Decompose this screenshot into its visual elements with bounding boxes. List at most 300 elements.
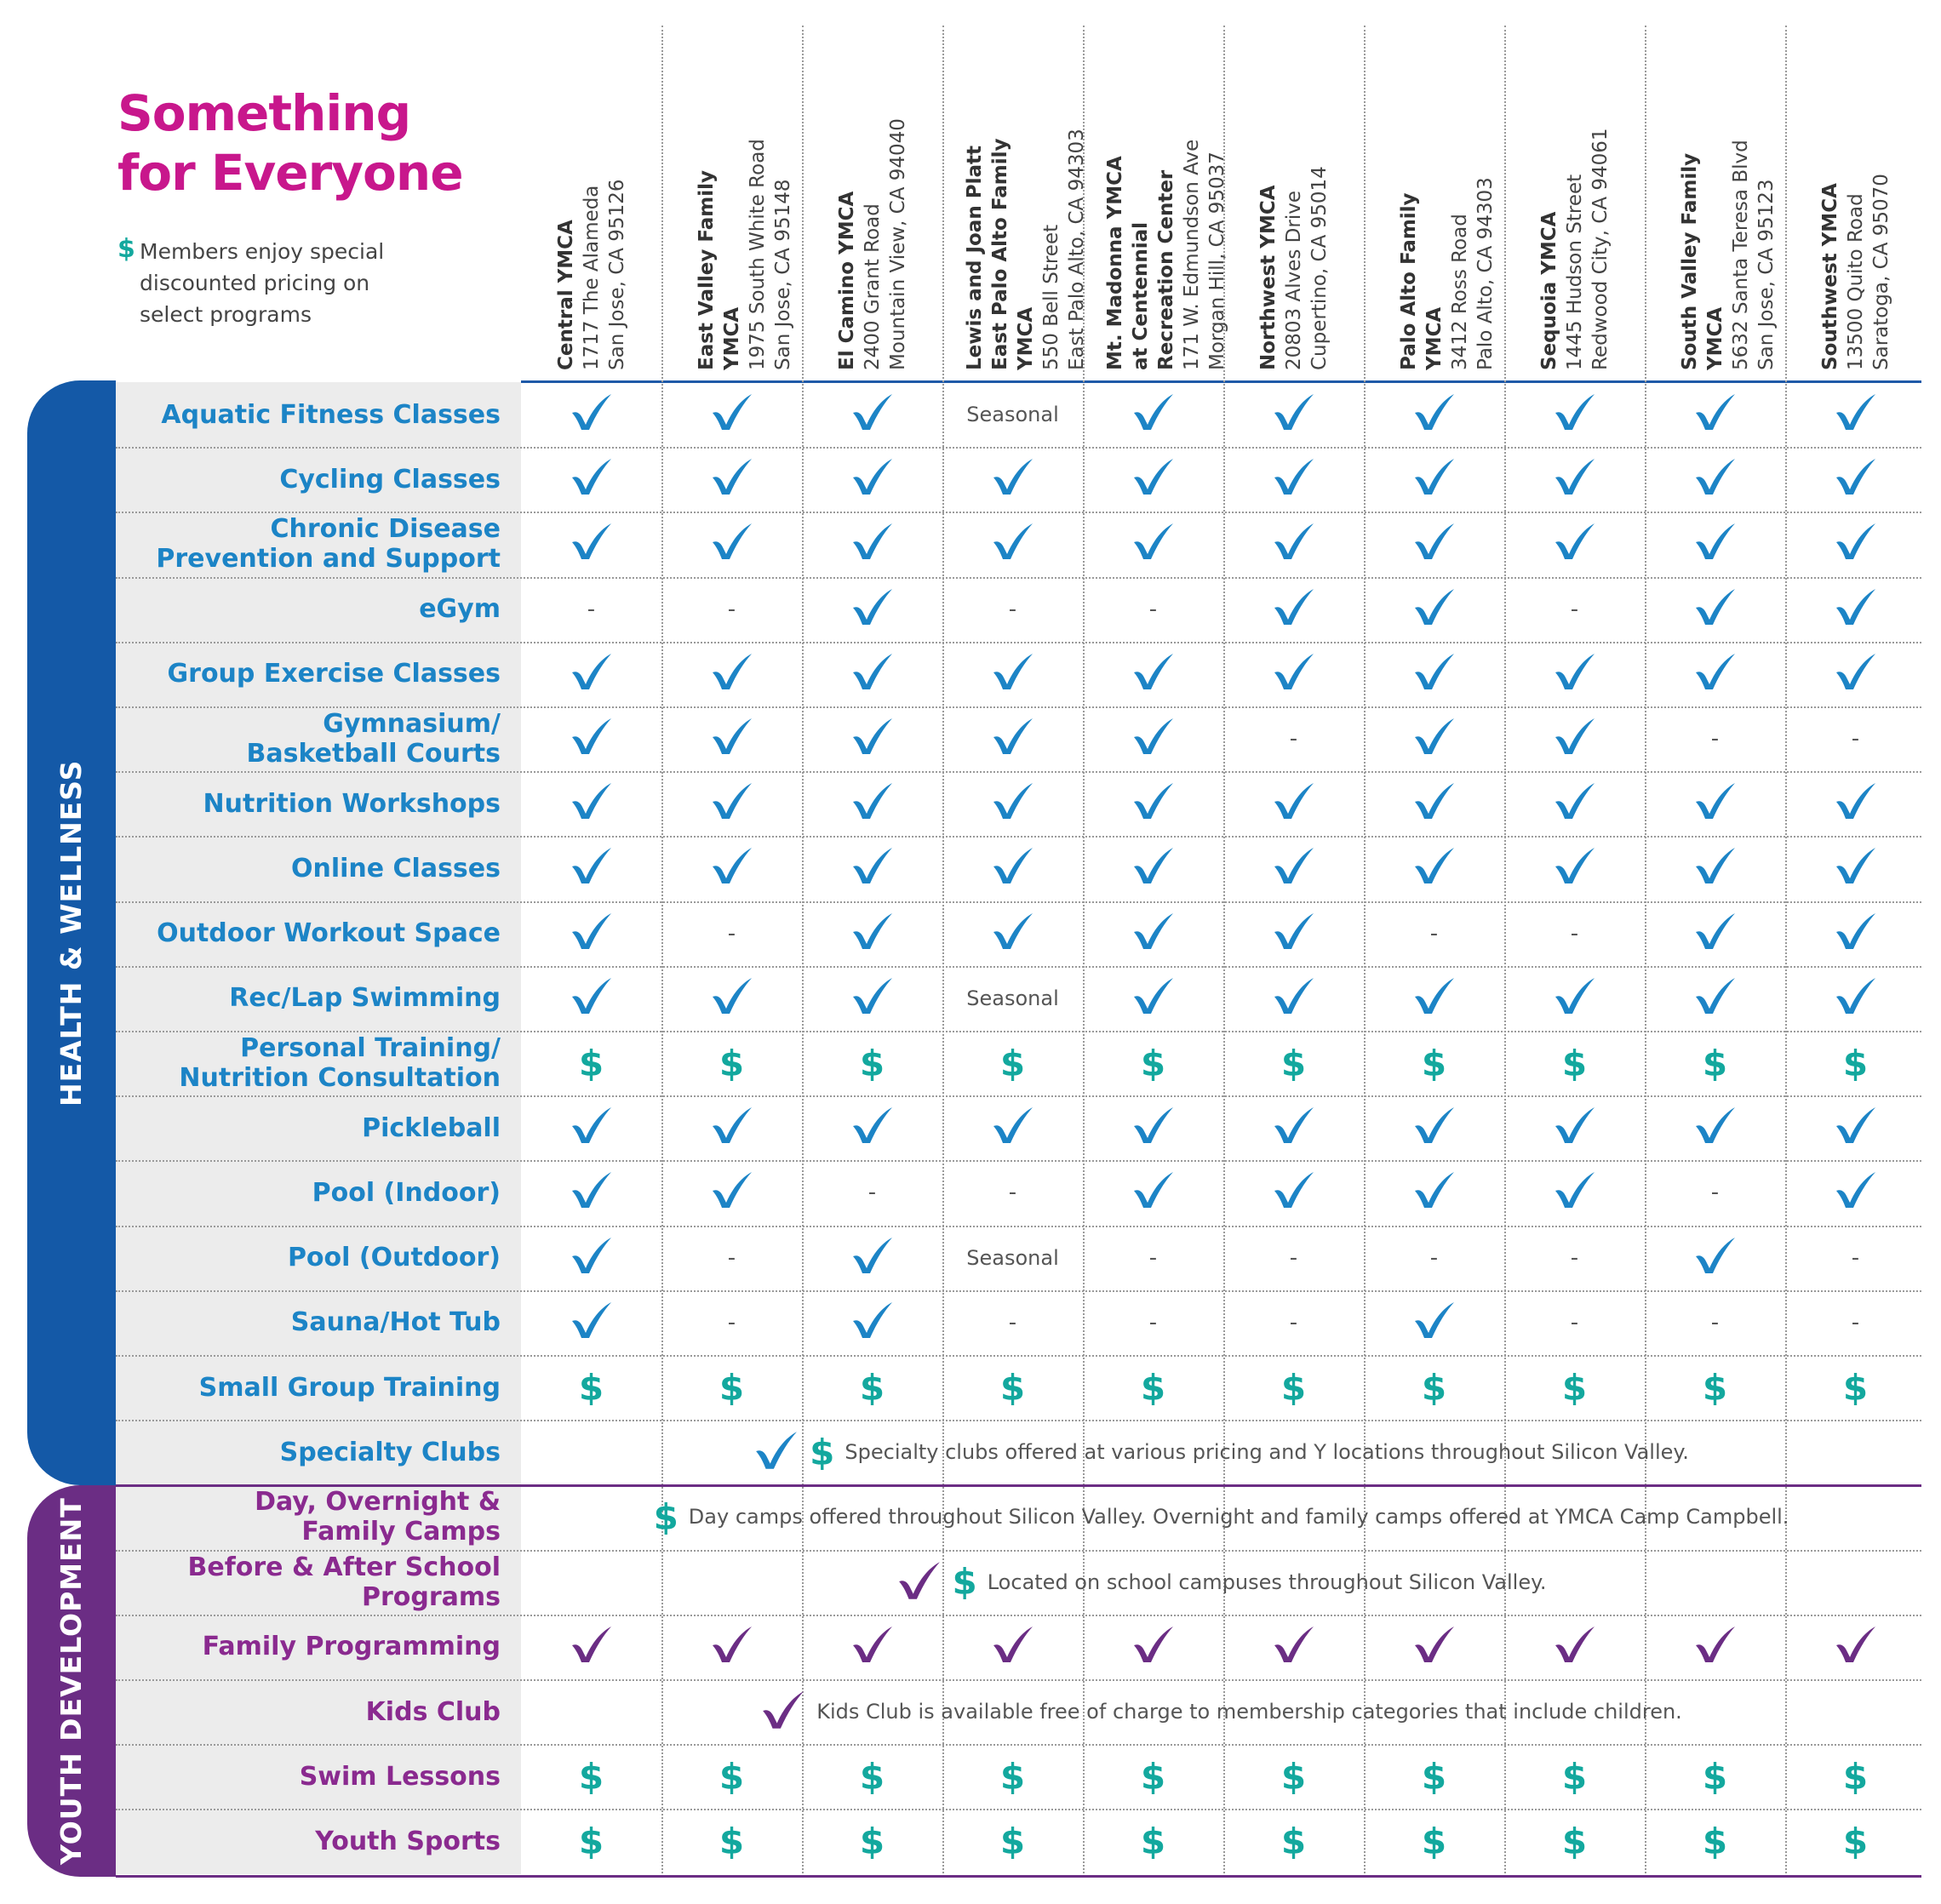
table-cell	[1223, 1031, 1364, 1095]
checkmark-icon	[1272, 781, 1316, 826]
row-label	[116, 1809, 501, 1873]
table-cell	[1083, 1226, 1223, 1290]
row-label	[116, 577, 501, 642]
dollar-icon: $	[859, 1755, 885, 1798]
table-cell	[1645, 966, 1785, 1031]
table-cell	[802, 1095, 942, 1160]
checkmark-icon	[570, 912, 614, 956]
dollar-icon: $	[578, 1820, 604, 1862]
table-cell	[1223, 706, 1364, 771]
table-cell	[521, 901, 661, 966]
table-cell	[661, 1160, 802, 1225]
checkmark-icon	[570, 1301, 614, 1345]
location-header	[1504, 26, 1645, 370]
table-cell	[1645, 1226, 1785, 1290]
dollar-icon: $	[1140, 1042, 1166, 1084]
checkmark-icon	[1553, 781, 1597, 826]
checkmark-icon	[1693, 587, 1738, 632]
table-cell	[1364, 1095, 1504, 1160]
table-cell	[521, 771, 661, 836]
checkmark-icon	[850, 522, 895, 566]
table-cell	[1364, 447, 1504, 512]
row-label-text: Cycling Classes	[279, 464, 501, 495]
dollar-icon: $	[859, 1042, 885, 1084]
table-cell	[1083, 382, 1223, 447]
row-label	[116, 382, 501, 447]
not-available-dash: -	[1570, 1244, 1579, 1271]
table-cell	[802, 1226, 942, 1290]
checkmark-icon	[1693, 846, 1738, 890]
location-address: 171 W. Edmundson Ave	[1180, 139, 1203, 370]
checkmark-icon	[1553, 522, 1597, 566]
location-header-text	[1396, 177, 1498, 370]
checkmark-icon	[1553, 457, 1597, 501]
table-cell	[661, 447, 802, 512]
row-label-text: Pool (Outdoor)	[287, 1243, 501, 1273]
dollar-icon: $	[1280, 1820, 1307, 1862]
checkmark-icon	[1272, 587, 1316, 632]
location-header-text	[694, 139, 796, 370]
row-label-text: Rec/Lap Swimming	[229, 983, 501, 1014]
table-cell	[1645, 1355, 1785, 1420]
table-cell	[802, 642, 942, 706]
title-block	[117, 83, 463, 203]
checkmark-icon	[1834, 912, 1878, 956]
table-cell	[1645, 1290, 1785, 1355]
location-header	[521, 26, 661, 370]
table-cell	[942, 512, 1083, 576]
row-label	[116, 1679, 501, 1744]
table-cell	[1785, 966, 1926, 1031]
location-name: East Valley Family YMCA	[695, 170, 743, 370]
dollar-icon: $	[859, 1820, 885, 1862]
location-address: 13500 Quito Road	[1844, 193, 1867, 370]
dollar-icon: $	[1561, 1820, 1588, 1862]
table-cell	[1785, 1031, 1926, 1095]
not-available-dash: -	[1570, 920, 1579, 946]
table-cell	[661, 706, 802, 771]
table-cell	[521, 382, 661, 447]
dollar-icon: $	[1280, 1042, 1307, 1084]
checkmark-icon	[850, 1301, 895, 1345]
checkmark-icon	[1272, 522, 1316, 566]
table-cell	[1785, 836, 1926, 901]
table-cell	[1645, 771, 1785, 836]
row-label	[116, 901, 501, 966]
checkmark-icon	[991, 1625, 1035, 1669]
not-available-dash: -	[1710, 1309, 1720, 1335]
row-label-text: Aquatic Fitness Classes	[161, 399, 501, 430]
checkmark-icon	[1553, 652, 1597, 696]
checkmark-icon	[991, 846, 1035, 890]
checkmark-icon	[1553, 846, 1597, 890]
table-cell	[1504, 512, 1645, 576]
row-label	[116, 771, 501, 836]
table-cell	[942, 706, 1083, 771]
checkmark-icon	[1412, 1625, 1457, 1669]
row-label-text: Swim Lessons	[299, 1761, 501, 1792]
checkmark-icon	[570, 1625, 614, 1669]
table-cell	[1785, 577, 1926, 642]
checkmark-icon	[991, 522, 1035, 566]
row-label	[116, 1160, 501, 1225]
checkmark-icon	[1412, 522, 1457, 566]
checkmark-icon	[710, 1625, 754, 1669]
table-cell	[1364, 836, 1504, 901]
checkmark-icon	[1693, 912, 1738, 956]
dollar-icon: $	[1421, 1755, 1447, 1798]
location-city: Saratoga, CA 95070	[1869, 174, 1892, 370]
location-header-text	[553, 180, 630, 370]
table-cell	[1785, 706, 1926, 771]
table-cell	[1364, 642, 1504, 706]
row-label	[116, 1031, 501, 1095]
checkmark-icon	[991, 912, 1035, 956]
dollar-icon: $	[653, 1495, 678, 1538]
dollar-icon: $	[1842, 1366, 1869, 1409]
table-cell	[521, 1160, 661, 1225]
location-address: 550 Bell Street	[1039, 224, 1062, 370]
table-cell	[942, 1226, 1083, 1290]
table-cell	[802, 382, 942, 447]
table-cell	[1083, 447, 1223, 512]
location-header	[1083, 26, 1228, 370]
dollar-icon: $	[1702, 1820, 1728, 1862]
table-cell	[521, 836, 661, 901]
spanning-note-text: Specialty clubs offered at various pricing and Y locations throughout Silicon Valley.	[845, 1440, 1689, 1465]
table-cell	[942, 901, 1083, 966]
dollar-icon: $	[999, 1755, 1026, 1798]
table-cell	[521, 1744, 661, 1809]
not-available-dash: -	[1289, 1244, 1298, 1271]
not-available-dash: -	[1851, 1309, 1860, 1335]
checkmark-icon	[1834, 392, 1878, 437]
table-cell	[661, 382, 802, 447]
spanning-note-text: Kids Club is available free of charge to membership categories that include children.	[816, 1700, 1682, 1724]
table-cell	[1504, 706, 1645, 771]
youth-section-label: YOUTH DEVELOPMENT	[54, 1497, 88, 1865]
location-header	[1364, 26, 1504, 370]
row-label-text: Gymnasium/ Basketball Courts	[246, 709, 501, 769]
checkmark-icon	[1272, 1170, 1316, 1215]
table-cell	[1083, 1615, 1223, 1679]
table-cell	[521, 1095, 661, 1160]
table-cell	[1223, 1226, 1364, 1290]
location-city: Morgan Hill, CA 95037	[1205, 152, 1228, 370]
table-cell	[661, 836, 802, 901]
row-label-text: Day, Overnight & Family Camps	[255, 1487, 501, 1547]
location-city: Cupertino, CA 95014	[1308, 166, 1331, 370]
table-cell	[942, 1290, 1083, 1355]
not-available-dash: -	[1289, 726, 1298, 752]
table-cell	[1364, 901, 1504, 966]
row-label	[116, 512, 501, 576]
location-header-text	[962, 129, 1090, 370]
checkmark-icon	[1131, 976, 1176, 1021]
table-cell	[1364, 1744, 1504, 1809]
table-cell	[1223, 382, 1364, 447]
checkmark-icon	[1272, 846, 1316, 890]
table-cell	[661, 1226, 802, 1290]
table-cell	[1223, 447, 1364, 512]
not-available-dash: -	[1008, 1180, 1017, 1206]
table-cell	[521, 1226, 661, 1290]
table-cell	[661, 1744, 802, 1809]
table-cell	[1785, 382, 1926, 447]
checkmark-icon	[1412, 781, 1457, 826]
bottom-rule	[116, 1875, 1921, 1878]
checkmark-icon	[1272, 976, 1316, 1021]
table-cell	[942, 642, 1083, 706]
table-cell	[1645, 1809, 1785, 1873]
dollar-icon: $	[719, 1366, 745, 1409]
location-city: East Palo Alto, CA 94303	[1065, 129, 1088, 370]
row-label	[116, 836, 501, 901]
dollar-icon: $	[1561, 1755, 1588, 1798]
checkmark-icon	[1834, 457, 1878, 501]
row-label	[116, 1550, 501, 1615]
table-cell	[942, 966, 1083, 1031]
table-cell	[1083, 1744, 1223, 1809]
checkmark-icon	[1412, 587, 1457, 632]
location-city: Mountain View, CA 94040	[886, 118, 909, 370]
checkmark-icon	[570, 781, 614, 826]
table-cell	[1504, 1809, 1645, 1873]
dollar-icon: $	[1561, 1042, 1588, 1084]
checkmark-icon	[896, 1560, 942, 1604]
checkmark-icon	[991, 717, 1035, 761]
checkmark-icon	[710, 976, 754, 1021]
table-cell	[1504, 382, 1645, 447]
dollar-icon: $	[578, 1755, 604, 1798]
table-cell	[1645, 512, 1785, 576]
table-cell	[1364, 706, 1504, 771]
checkmark-icon	[850, 457, 895, 501]
checkmark-icon	[991, 781, 1035, 826]
table-cell	[1223, 577, 1364, 642]
location-header	[1223, 26, 1364, 370]
spanning-note-text: Day camps offered throughout Silicon Valley. Overnight and family camps offered at YMCA Camp Campbell.	[688, 1505, 1789, 1529]
location-name: South Valley Family YMCA	[1678, 152, 1726, 370]
checkmark-icon	[1131, 717, 1176, 761]
table-cell	[1223, 1355, 1364, 1420]
row-label-text: Chronic Disease Prevention and Support	[156, 514, 501, 575]
dollar-icon: $	[1140, 1755, 1166, 1798]
location-header-text	[834, 118, 911, 370]
table-cell	[1504, 1615, 1645, 1679]
dollar-icon: $	[999, 1820, 1026, 1862]
dollar-icon: $	[1140, 1820, 1166, 1862]
checkmark-icon	[1412, 717, 1457, 761]
page-title: Something for Everyone	[117, 84, 463, 202]
dollar-icon: $	[1561, 1366, 1588, 1409]
checkmark-icon	[710, 846, 754, 890]
spanning-note-row	[521, 1484, 1921, 1549]
not-available-dash: -	[1008, 596, 1017, 622]
table-cell	[1364, 577, 1504, 642]
not-available-dash: -	[727, 1244, 736, 1271]
location-address: 1445 Hudson Street	[1563, 174, 1586, 370]
table-cell	[521, 1809, 661, 1873]
row-label-text: Personal Training/ Nutrition Consultation	[179, 1033, 501, 1094]
table-cell	[1645, 447, 1785, 512]
location-city: Palo Alto, CA 94303	[1474, 177, 1497, 370]
table-cell	[802, 1744, 942, 1809]
row-label	[116, 642, 501, 706]
table-cell	[1223, 966, 1364, 1031]
checkmark-icon	[1272, 1625, 1316, 1669]
checkmark-icon	[1272, 652, 1316, 696]
table-cell	[1785, 1615, 1926, 1679]
not-available-dash: -	[727, 596, 736, 622]
checkmark-icon	[1693, 652, 1738, 696]
row-label-text: Before & After School Programs	[187, 1552, 501, 1612]
table-cell	[1223, 1290, 1364, 1355]
row-label-text: eGym	[419, 594, 501, 625]
table-cell	[1364, 1031, 1504, 1095]
checkmark-icon	[1412, 976, 1457, 1021]
table-cell	[1223, 1095, 1364, 1160]
table-cell	[1504, 1290, 1645, 1355]
table-cell	[1083, 1355, 1223, 1420]
table-cell	[1504, 577, 1645, 642]
location-name: Lewis and Joan Platt East Palo Alto Family YMCA	[963, 138, 1037, 370]
checkmark-icon	[1834, 652, 1878, 696]
table-cell	[1645, 1095, 1785, 1160]
table-cell	[1223, 1744, 1364, 1809]
table-cell	[521, 1031, 661, 1095]
dollar-icon: $	[1702, 1755, 1728, 1798]
checkmark-icon	[1131, 392, 1176, 437]
table-cell	[661, 901, 802, 966]
checkmark-icon	[710, 522, 754, 566]
row-label-text: Specialty Clubs	[279, 1437, 501, 1467]
location-name: Mt. Madonna YMCA at Centennial Recreation Center	[1103, 156, 1177, 370]
location-header-text	[1818, 174, 1894, 370]
location-name: Southwest YMCA	[1818, 183, 1841, 370]
checkmark-icon	[1553, 1170, 1597, 1215]
table-cell	[942, 836, 1083, 901]
table-cell	[521, 642, 661, 706]
table-cell	[1645, 901, 1785, 966]
location-header-text	[1256, 166, 1332, 370]
table-cell	[1223, 642, 1364, 706]
table-cell	[1785, 901, 1926, 966]
table-cell	[1785, 512, 1926, 576]
checkmark-icon	[1131, 912, 1176, 956]
location-address: 3412 Ross Road	[1448, 214, 1471, 370]
checkmark-icon	[1834, 522, 1878, 566]
table-cell	[1645, 577, 1785, 642]
checkmark-icon	[1131, 1625, 1176, 1669]
checkmark-icon	[710, 457, 754, 501]
location-header	[1785, 26, 1926, 370]
row-label	[116, 1744, 501, 1809]
location-header	[661, 26, 802, 370]
table-cell	[1504, 836, 1645, 901]
table-cell	[1504, 1744, 1645, 1809]
location-city: San Jose, CA 95123	[1755, 179, 1778, 370]
checkmark-icon	[570, 522, 614, 566]
table-cell	[802, 1355, 942, 1420]
seasonal-text: Seasonal	[966, 403, 1059, 427]
dollar-icon: $	[1842, 1042, 1869, 1084]
table-cell	[942, 1809, 1083, 1873]
dollar-icon: $	[1702, 1042, 1728, 1084]
table-cell	[521, 512, 661, 576]
checkmark-icon	[1412, 1170, 1457, 1215]
dollar-icon: $	[999, 1042, 1026, 1084]
checkmark-icon	[991, 457, 1035, 501]
not-available-dash: -	[1429, 1244, 1439, 1271]
table-cell	[1083, 836, 1223, 901]
table-cell	[1364, 1290, 1504, 1355]
checkmark-icon	[850, 717, 895, 761]
table-cell	[942, 447, 1083, 512]
table-cell	[1083, 577, 1223, 642]
table-cell	[942, 1744, 1083, 1809]
checkmark-icon	[850, 1625, 895, 1669]
location-header	[942, 26, 1088, 370]
table-cell	[942, 382, 1083, 447]
table-cell	[1083, 771, 1223, 836]
table-cell	[1083, 642, 1223, 706]
seasonal-text: Seasonal	[966, 1245, 1059, 1270]
pricing-note-text: Members enjoy special discounted pricing on select programs	[140, 239, 385, 327]
checkmark-icon	[710, 392, 754, 437]
dollar-icon: $	[1280, 1366, 1307, 1409]
table-cell	[1364, 1355, 1504, 1420]
table-cell	[521, 1355, 661, 1420]
table-cell	[1785, 1160, 1926, 1225]
table-cell	[1785, 1095, 1926, 1160]
checkmark-icon	[1272, 1106, 1316, 1150]
table-cell	[1223, 771, 1364, 836]
checkmark-icon	[1412, 457, 1457, 501]
checkmark-icon	[1412, 1301, 1457, 1345]
checkmark-icon	[710, 1170, 754, 1215]
checkmark-icon	[570, 652, 614, 696]
not-available-dash: -	[1148, 1309, 1158, 1335]
location-address: 1717 The Alameda	[580, 185, 603, 370]
checkmark-icon	[1131, 1106, 1176, 1150]
table-cell	[1083, 1031, 1223, 1095]
table-cell	[1083, 1095, 1223, 1160]
dollar-icon: $	[1842, 1755, 1869, 1798]
table-cell	[1083, 1160, 1223, 1225]
spanning-note-row	[521, 1679, 1921, 1744]
checkmark-icon	[1131, 457, 1176, 501]
dollar-icon: $	[578, 1042, 604, 1084]
not-available-dash: -	[1429, 920, 1439, 946]
dollar-icon: $	[719, 1820, 745, 1862]
row-label	[116, 1290, 501, 1355]
table-cell	[661, 1095, 802, 1160]
table-cell	[1364, 1160, 1504, 1225]
location-address: 20803 Alves Drive	[1282, 191, 1305, 370]
checkmark-icon	[1693, 1236, 1738, 1280]
checkmark-icon	[570, 1106, 614, 1150]
table-cell	[1083, 966, 1223, 1031]
health-section-label: HEALTH & WELLNESS	[54, 759, 88, 1106]
row-label-text: Youth Sports	[315, 1826, 501, 1856]
row-label	[116, 1355, 501, 1420]
location-address: 1975 South White Road	[746, 139, 769, 370]
dollar-icon: $	[719, 1042, 745, 1084]
seasonal-text: Seasonal	[966, 986, 1059, 1010]
checkmark-icon	[1272, 912, 1316, 956]
checkmark-icon	[850, 392, 895, 437]
